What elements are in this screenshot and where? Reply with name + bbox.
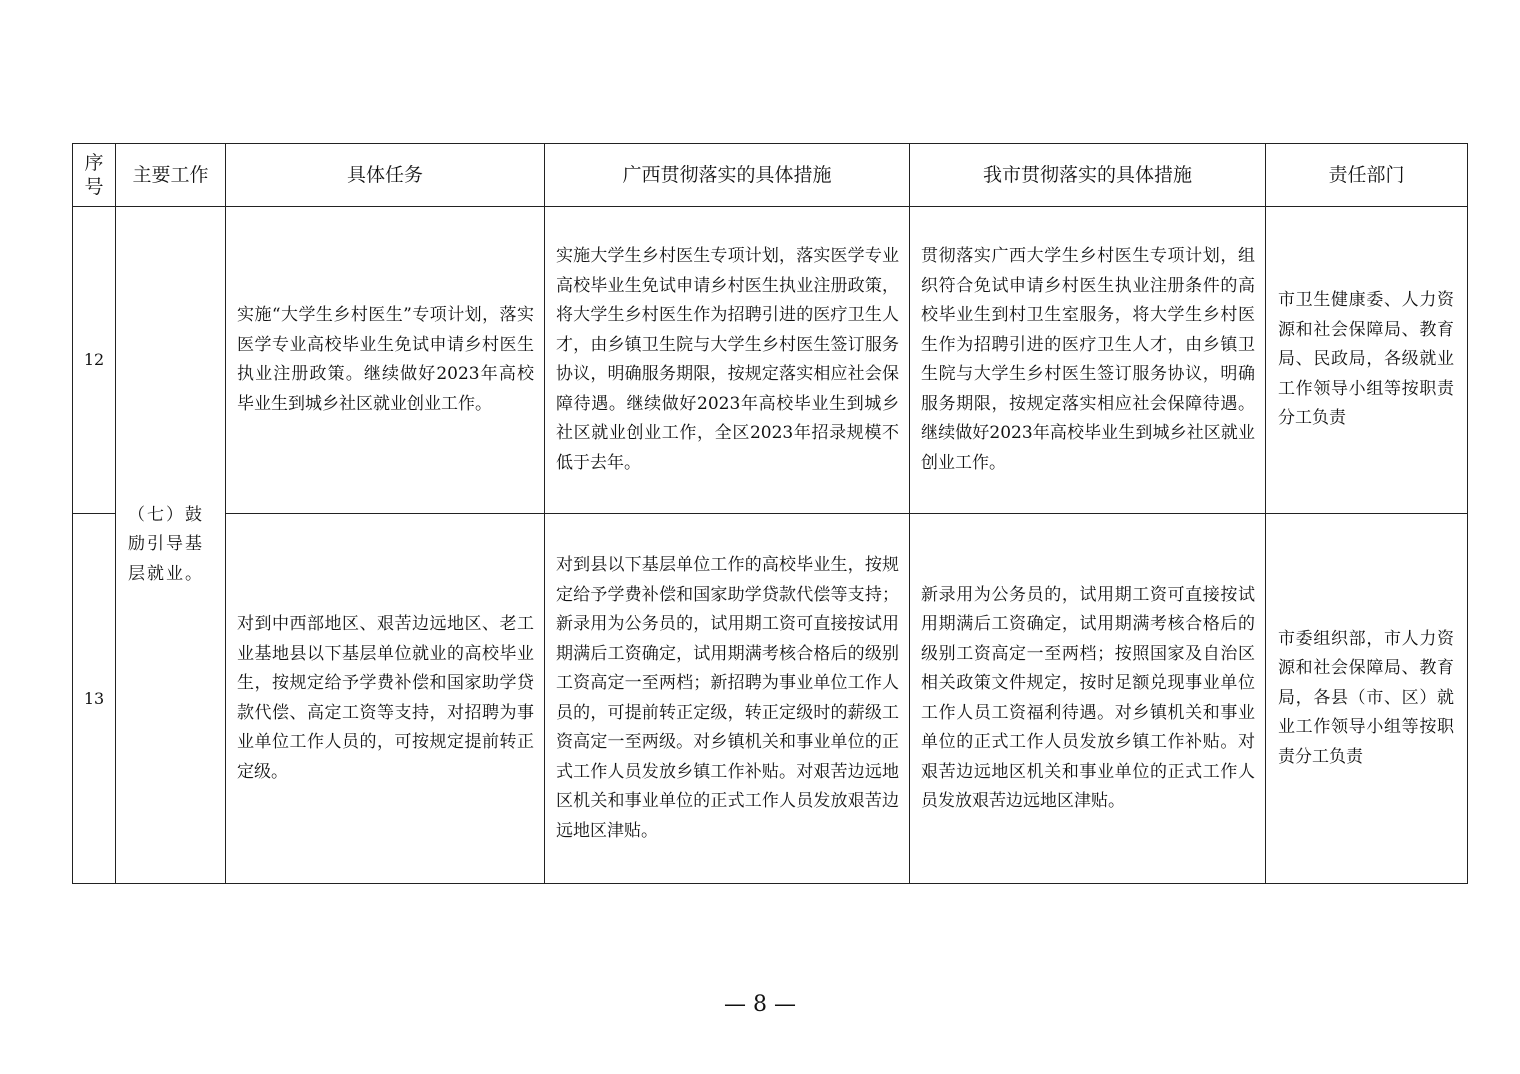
table-row — [73, 207, 1468, 514]
table-header-row — [73, 144, 1468, 207]
header-seq: 序号 — [73, 144, 116, 207]
row-guangxi-measures: 实施大学生乡村医生专项计划，落实医学专业高校毕业生免试申请乡村医生执业注册政策，将大学生乡村医生作为招聘引进的医疗卫生人才，由乡镇卫生院与大学生乡村医生签订服务协议，明确服务期限，按规定落实相应社会保障待遇。继续做好2023年高校毕业生到城乡社区就业创业工作，全区2023年招录规模不低于去年。 — [545, 207, 910, 514]
header-task: 具体任务 — [226, 144, 545, 207]
policy-table — [72, 143, 1468, 884]
row-seq: 13 — [73, 514, 116, 884]
row-task: 实施“大学生乡村医生”专项计划，落实医学专业高校毕业生免试申请乡村医生执业注册政策。继续做好2023年高校毕业生到城乡社区就业创业工作。 — [226, 207, 545, 514]
row-responsible-dept: 市卫生健康委、人力资源和社会保障局、教育局、民政局，各级就业工作领导小组等按职责分工负责 — [1266, 207, 1468, 514]
row-city-measures: 贯彻落实广西大学生乡村医生专项计划，组织符合免试申请乡村医生执业注册条件的高校毕业生到村卫生室服务，将大学生乡村医生作为招聘引进的医疗卫生人才，由乡镇卫生院与大学生乡村医生签订服务协议，明确服务期限，按规定落实相应社会保障待遇。继续做好2023年高校毕业生到城乡社区就业创业工作。 — [910, 207, 1266, 514]
header-responsible-dept: 责任部门 — [1266, 144, 1468, 207]
header-guangxi-measures: 广西贯彻落实的具体措施 — [545, 144, 910, 207]
row-city-measures: 新录用为公务员的，试用期工资可直接按试用期满后工资确定，试用期满考核合格后的级别工资高定一至两档；按照国家及自治区相关政策文件规定，按时足额兑现事业单位工作人员工资福利待遇。对乡镇机关和事业单位的正式工作人员发放乡镇工作补贴。对艰苦边远地区机关和事业单位的正式工作人员发放艰苦边远地区津贴。 — [910, 514, 1266, 884]
row-seq: 12 — [73, 207, 116, 514]
table-row — [73, 514, 1468, 884]
row-task: 对到中西部地区、艰苦边远地区、老工业基地县以下基层单位就业的高校毕业生，按规定给予学费补偿和国家助学贷款代偿、高定工资等支持，对招聘为事业单位工作人员的，可按规定提前转正定级。 — [226, 514, 545, 884]
row-guangxi-measures: 对到县以下基层单位工作的高校毕业生，按规定给予学费补偿和国家助学贷款代偿等支持；新录用为公务员的，试用期工资可直接按试用期满后工资确定，试用期满考核合格后的级别工资高定一至两档；新招聘为事业单位工作人员的，可提前转正定级，转正定级时的薪级工资高定一至两级。对乡镇机关和事业单位的正式工作人员发放乡镇工作补贴。对艰苦边远地区机关和事业单位的正式工作人员发放艰苦边远地区津贴。 — [545, 514, 910, 884]
page-number: — 8 — — [724, 992, 796, 1017]
header-city-measures: 我市贯彻落实的具体措施 — [910, 144, 1266, 207]
main-work-cell: （七）鼓励引导基层就业。 — [116, 207, 226, 884]
row-responsible-dept: 市委组织部，市人力资源和社会保障局、教育局，各县（市、区）就业工作领导小组等按职责分工负责 — [1266, 514, 1468, 884]
header-main-work: 主要工作 — [116, 144, 226, 207]
